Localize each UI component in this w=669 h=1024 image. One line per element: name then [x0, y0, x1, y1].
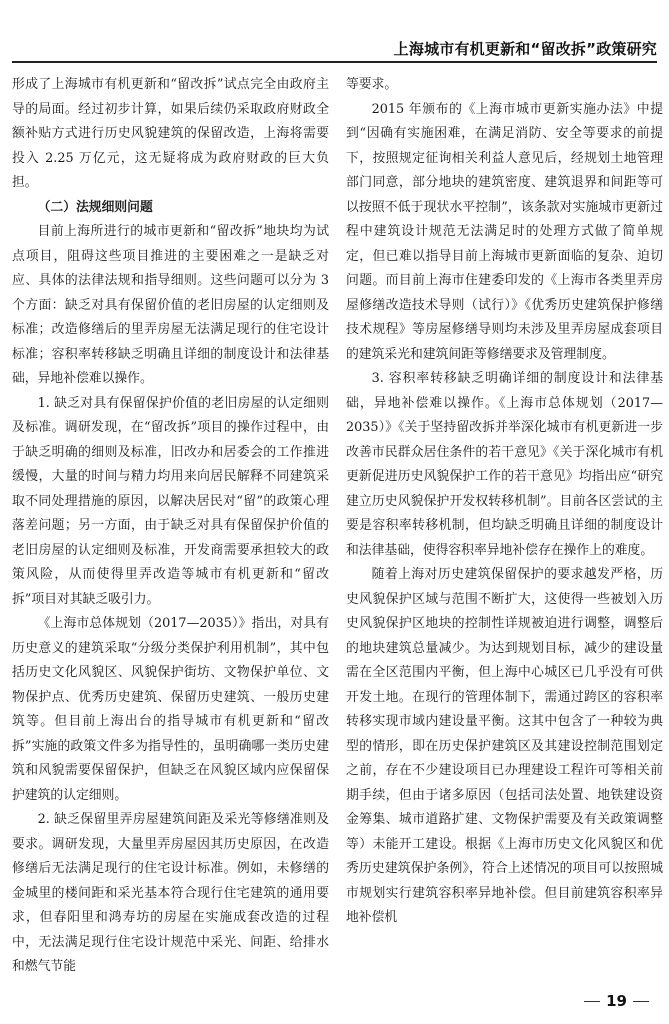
- paragraph: 随着上海对历史建筑保留保护的要求越发严格，历史风貌保护区域与范围不断扩大，这使得一些被划入历史风貌保护区地块的控制性详规被迫进行调整，调整后的地块建筑总量减少。为达到规划目标，减少的建设量需在全区范围内平衡，但上海中心城区已几乎没有可供开发土地。在现行的管理体制下，需通过跨区的容积率转移实现市域内建设量平衡。这其中包含了一种较为典型的情形，即在历史保护建筑区及其建设控制范围划定之前，存在不少建设项目已办理建设工程许可等相关前期手续，但由于诸多原因（包括司法处置、地铁建设资金筹集、城市道路扩建、文物保护需要及有关政策调整等）未能开工建设。根据《上海市历史文化风貌区和优秀历史建筑保护条例》，符合上述情况的项目可以按照城市规划实行建筑容积率异地补偿。但目前建筑容积率异地补偿机: [346, 567, 663, 925]
- page-number-dash-right: [633, 1001, 649, 1002]
- page-number-value: 19: [606, 992, 627, 1010]
- paragraph: 1. 缺乏对具有保留保护价值的老旧房屋的认定细则及标准。调研发现，在“留改拆”项目的操作过程中，由于缺乏明确的细则及标准，旧改办和居委会的工作推进缓慢，大量的时间与精力均用来向居民解释不同建筑采取不同处理措施的原因，以解决居民对“留”的政策心理落差问题；另一方面，由于缺乏对具有保留保护价值的老旧房屋的认定细则及标准，开发商需要承担较大的政策风险，从而使得里弄改造等城市有机更新和“留改拆”项目对其缺乏吸引力。: [12, 395, 329, 607]
- section-heading: （二）法规细则问题: [37, 199, 153, 215]
- paragraph: 3. 容积率转移缺乏明确详细的制度设计和法律基础，异地补偿难以操作。《上海市总体规划（2017—2035）》《关于坚持留改拆并举深化城市有机更新进一步改善市民群众居住条件的若干意见》《关于深化城市有机更新促进历史风貌保护工作的若干意见》均指出应“研究建立历史风貌保护开发权转移机制”。目前各区尝试的主要是容积率转移机制，但均缺乏明确且详细的制度设计和法律基础，使得容积率异地补偿存在操作上的难度。: [346, 371, 663, 558]
- paragraph: 《上海市总体规划（2017—2035）》指出，对具有历史意义的建筑采取“分级分类保护利用机制”，其中包括历史文化风貌区、风貌保护街坊、文物保护单位、文物保护点、优秀历史建筑、保留历史建筑、一般历史建筑等。但目前上海出台的指导城市有机更新和“留改拆”实施的政策文件多为指导性的，虽明确哪一类历史建筑和风貌需要保留保护，但缺乏在风貌区域内应保留保护建筑的认定细则。: [12, 616, 329, 803]
- running-header: [0, 34, 669, 62]
- paragraph: 等要求。: [346, 77, 398, 92]
- page-number-dash-left: [584, 1001, 600, 1002]
- paragraph: 形成了上海城市有机更新和“留改拆”试点完全由政府主导的局面。经过初步计算，如果后续仍采取政府财政全额补贴方式进行历史风貌建筑的保留改造，上海将需要投入 2.25 万亿元，这无疑将成为政府财政的巨大负担。: [12, 77, 329, 190]
- header-rule: [12, 61, 657, 63]
- running-header-title: 上海城市有机更新和“留改拆”政策研究: [393, 40, 657, 58]
- page-number: [584, 992, 649, 1010]
- paragraph: 2. 缺乏保留里弄房屋建筑间距及采光等修缮准则及要求。调研发现，大量里弄房屋因其历史原因，在改造修缮后无法满足现行的住宅设计标准。例如，未修缮的金城里的楼间距和采光基本符合现行住宅建筑的通用要求，但春阳里和鸿寿坊的房屋在实施成套改造的过程中，无法满足现行住宅设计规范中采光、间距、给排水和燃气节能: [12, 812, 329, 974]
- paragraph: 目前上海所进行的城市更新和“留改拆”地块均为试点项目，阻碍这些项目推进的主要困难之一是缺乏对应、具体的法律法规和指导细则。这些问题可以分为 3 个方面：缺乏对具有保留价值的老旧房屋的认定细则及标准；改造修缮后的里弄房屋无法满足现行的住宅设计标准；容积率转移缺乏明确且详细的制度设计和法律基础，异地补偿难以操作。: [12, 224, 329, 386]
- left-column: [12, 73, 329, 980]
- paragraph: 2015 年颁布的《上海市城市更新实施办法》中提到“因确有实施困难，在满足消防、安全等要求的前提下，按照规定征询相关利益人意见后，经规划土地管理部门同意，部分地块的建筑密度、建筑退界和间距等可以按照不低于现状水平控制”，该条款对实施城市更新过程中建筑设计规范无法满足时的处理方式做了简单规定，但已难以指导目前上海城市更新面临的复杂、迫切问题。而目前上海市住建委印发的《上海市各类里弄房屋修缮改造技术导则（试行）》《优秀历史建筑保护修缮技术规程》等房屋修缮导则均未涉及里弄房屋成套项目的建筑采光和建筑间距等修缮要求及管理制度。: [346, 101, 663, 362]
- right-column: [346, 73, 663, 931]
